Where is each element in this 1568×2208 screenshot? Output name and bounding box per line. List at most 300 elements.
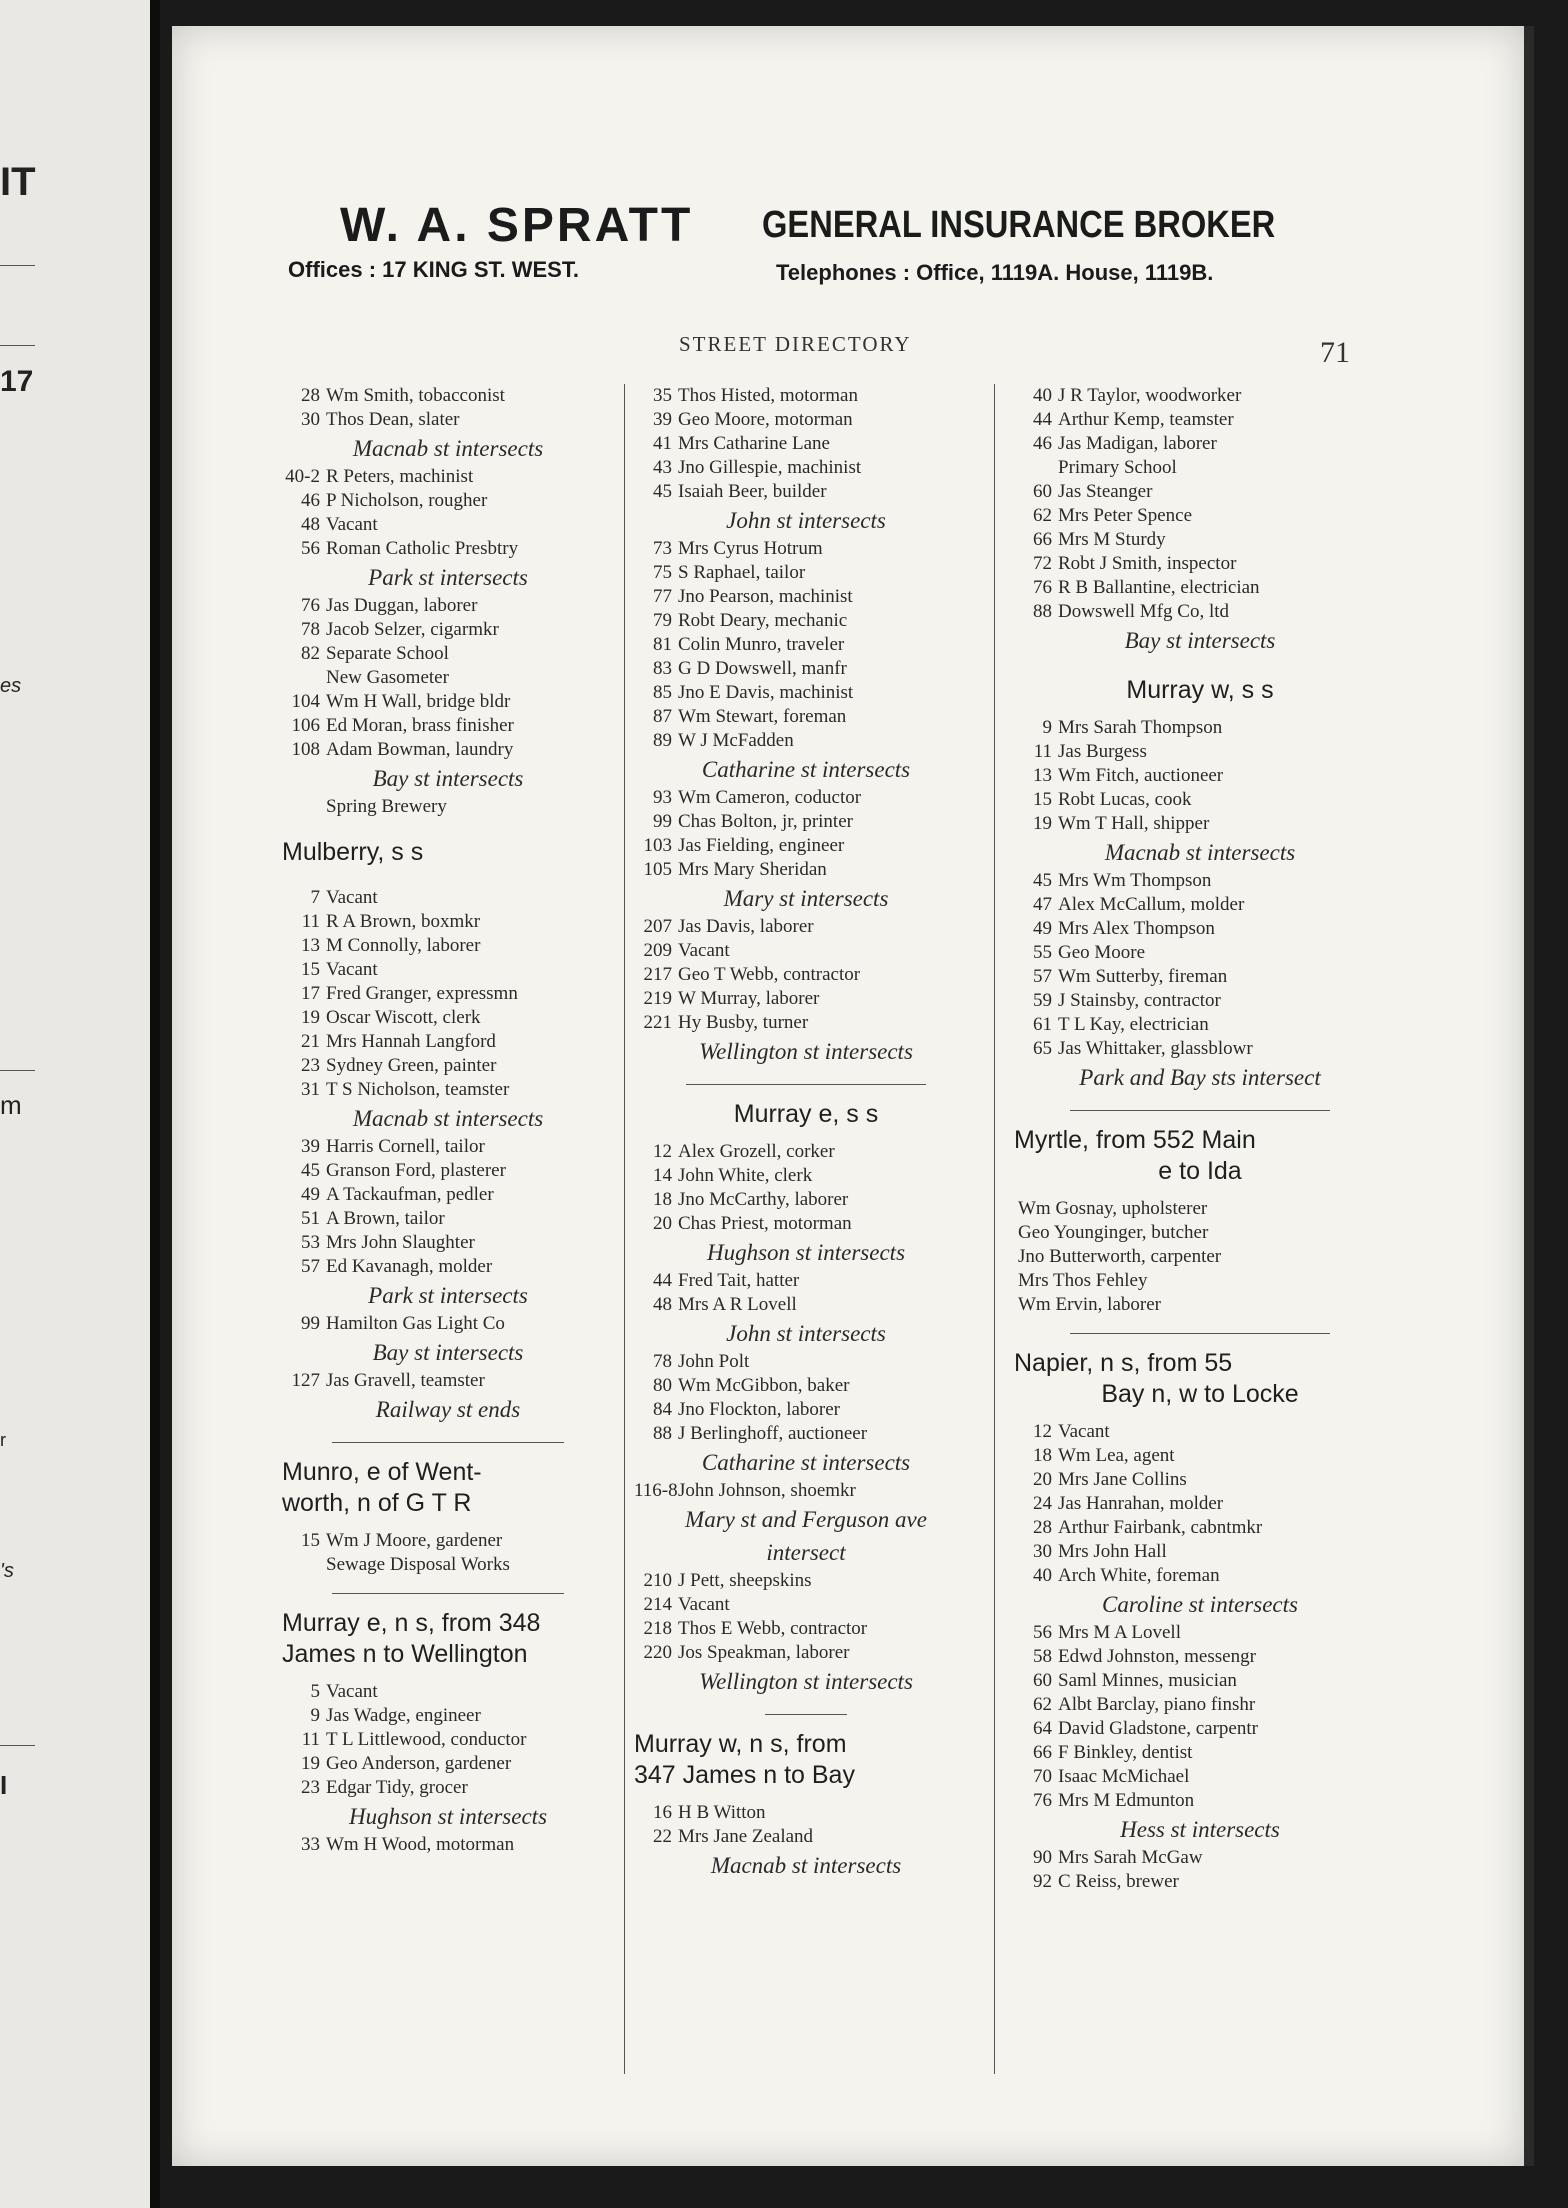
house-number: 83	[653, 658, 672, 679]
cross-street-note: Wellington st intersects	[699, 1039, 913, 1064]
directory-entry	[282, 618, 614, 642]
resident-name: Mrs Jane Zealand	[678, 1826, 814, 1847]
resident-name: Mrs Peter Spence	[1058, 505, 1193, 526]
directory-entry	[282, 513, 614, 537]
directory-entry	[634, 1188, 978, 1212]
house-number: 18	[1033, 1445, 1052, 1466]
resident-name: Mrs Catharine Lane	[678, 433, 830, 454]
spacer	[1014, 1410, 1386, 1420]
resident-name: Adam Bowman, laundry	[326, 739, 514, 760]
house-number: 17	[301, 983, 320, 1004]
house-number: 45	[1033, 870, 1052, 891]
house-number: 48	[301, 514, 320, 535]
directory-entry	[1014, 1564, 1386, 1588]
house-number: 57	[1033, 966, 1052, 987]
directory-column-1	[282, 384, 614, 1857]
directory-entry	[634, 384, 978, 408]
directory-entry	[1014, 764, 1386, 788]
directory-entry	[282, 1704, 614, 1728]
house-number: 209	[643, 940, 672, 961]
directory-entry	[282, 1312, 614, 1336]
house-number: 56	[301, 538, 320, 559]
resident-name: Mrs John Hall	[1058, 1541, 1167, 1562]
resident-name: Mrs Sarah McGaw	[1058, 1847, 1203, 1868]
resident-name: Jas Burgess	[1058, 741, 1147, 762]
directory-entry	[1014, 1013, 1386, 1037]
directory-entry	[634, 1479, 978, 1503]
directory-entry	[634, 858, 978, 882]
directory-entry	[634, 1569, 978, 1593]
house-number: 78	[301, 619, 320, 640]
cross-street-note: intersect	[766, 1540, 846, 1565]
directory-entry	[1014, 480, 1386, 504]
resident-name: W J McFadden	[678, 730, 794, 751]
resident-name: Mrs Alex Thompson	[1058, 918, 1215, 939]
adjacent-page-fragment: 's	[0, 1560, 14, 1582]
street-heading: Munro, e of Went-	[282, 1458, 482, 1486]
directory-entry	[282, 1776, 614, 1800]
directory-entry	[282, 1135, 614, 1159]
resident-name: Wm H Wood, motorman	[326, 1834, 515, 1855]
section-divider	[1070, 1333, 1330, 1334]
resident-name: Alex McCallum, molder	[1058, 894, 1245, 915]
house-number: 15	[301, 959, 320, 980]
directory-entry	[634, 1011, 978, 1035]
directory-entry	[634, 408, 978, 432]
directory-entry	[282, 384, 614, 408]
directory-column-3	[1014, 384, 1386, 1894]
resident-name: M Connolly, laborer	[326, 935, 481, 956]
advert-business: GENERAL INSURANCE BROKER	[762, 204, 1276, 246]
directory-entry	[1014, 869, 1386, 893]
house-number: 87	[653, 706, 672, 727]
directory-entry	[634, 1641, 978, 1665]
resident-name: Granson Ford, plasterer	[326, 1160, 506, 1181]
cross-street-note: Park st intersects	[368, 565, 528, 590]
house-number: 43	[653, 457, 672, 478]
resident-name: Oscar Wiscott, clerk	[326, 1007, 481, 1028]
resident-name: Wm H Wall, bridge bldr	[326, 691, 511, 712]
advert-telephones: Telephones : Office, 1119A. House, 1119B.	[776, 260, 1214, 285]
street-heading: James n to Wellington	[282, 1640, 528, 1668]
house-number: 9	[310, 1705, 320, 1726]
cross-street-note: Wellington st intersects	[699, 1669, 913, 1694]
house-number: 12	[653, 1141, 672, 1162]
resident-name: Mrs Hannah Langford	[326, 1031, 496, 1052]
directory-entry	[634, 1825, 978, 1849]
running-head: STREET DIRECTORY	[679, 332, 912, 356]
house-number: 61	[1033, 1014, 1052, 1035]
house-number: 62	[1033, 505, 1052, 526]
resident-name: J Berlinghoff, auctioneer	[678, 1423, 868, 1444]
resident-name: R A Brown, boxmkr	[326, 911, 481, 932]
spacer	[282, 1519, 614, 1529]
house-number: 65	[1033, 1038, 1052, 1059]
resident-name: Ed Moran, brass finisher	[326, 715, 514, 736]
directory-entry	[282, 489, 614, 513]
spacer	[634, 1130, 978, 1140]
resident-name: Chas Bolton, jr, printer	[678, 811, 853, 832]
directory-entry	[1014, 1492, 1386, 1516]
resident-name: Vacant	[326, 514, 378, 535]
directory-entry	[1014, 1846, 1386, 1870]
directory-entry	[282, 1833, 614, 1857]
resident-name: Jno Pearson, machinist	[678, 586, 853, 607]
spacer	[1014, 1187, 1386, 1197]
house-number: 93	[653, 787, 672, 808]
directory-entry	[634, 1269, 978, 1293]
house-number: 39	[653, 409, 672, 430]
resident-name: Mrs M A Lovell	[1058, 1622, 1181, 1643]
house-number: 41	[653, 433, 672, 454]
spacer	[282, 819, 614, 837]
house-number: 72	[1033, 553, 1052, 574]
cross-street-note: Park and Bay sts intersect	[1079, 1065, 1321, 1090]
directory-entry	[1014, 1693, 1386, 1717]
directory-entry	[282, 1752, 614, 1776]
house-number: 48	[653, 1294, 672, 1315]
directory-entry	[634, 705, 978, 729]
house-number: 40	[1033, 1565, 1052, 1586]
cross-street-note: Mary st intersects	[723, 886, 889, 911]
house-number: 56	[1033, 1622, 1052, 1643]
directory-entry	[1014, 408, 1386, 432]
street-heading: Mulberry, s s	[282, 838, 424, 866]
resident-name: S Raphael, tailor	[678, 562, 806, 583]
resident-name: Jas Steanger	[1058, 481, 1153, 502]
resident-name: Jno Flockton, laborer	[678, 1399, 841, 1420]
directory-entry	[1014, 528, 1386, 552]
directory-entry	[634, 786, 978, 810]
directory-entry	[1014, 1037, 1386, 1061]
house-number: 11	[301, 1729, 320, 1750]
spacer	[634, 1791, 978, 1801]
directory-entry	[282, 408, 614, 432]
resident-name: David Gladstone, carpentr	[1058, 1718, 1258, 1739]
resident-name: Vacant	[678, 1594, 730, 1615]
directory-entry	[1014, 600, 1386, 624]
resident-name: Jas Hanrahan, molder	[1058, 1493, 1224, 1514]
directory-entry	[634, 1293, 978, 1317]
house-number: 108	[291, 739, 320, 760]
house-number: 90	[1033, 1847, 1052, 1868]
resident-name: Fred Granger, expressmn	[326, 983, 518, 1004]
directory-entry	[634, 432, 978, 456]
house-number: 11	[301, 911, 320, 932]
house-number: 19	[301, 1007, 320, 1028]
street-heading: worth, n of G T R	[282, 1489, 472, 1517]
house-number: 81	[653, 634, 672, 655]
section-divider	[686, 1084, 927, 1085]
directory-entry	[634, 1374, 978, 1398]
directory-entry	[1014, 788, 1386, 812]
resident-name: C Reiss, brewer	[1058, 1871, 1179, 1892]
cross-street-note: Park st intersects	[368, 1283, 528, 1308]
resident-name: Fred Tait, hatter	[678, 1270, 800, 1291]
resident-name: Geo T Webb, contractor	[678, 964, 861, 985]
resident-name: Mrs A R Lovell	[678, 1294, 797, 1315]
directory-entry: Jno Butterworth, carpenter	[1018, 1246, 1222, 1267]
house-number: 59	[1033, 990, 1052, 1011]
house-number: 19	[301, 1753, 320, 1774]
cross-street-note: Hughson st intersects	[706, 1240, 906, 1265]
resident-name: Albt Barclay, piano finshr	[1058, 1694, 1256, 1715]
house-number: 13	[301, 935, 320, 956]
house-number: 76	[1033, 1790, 1052, 1811]
house-number: 79	[653, 610, 672, 631]
house-number: 21	[301, 1031, 320, 1052]
house-number: 70	[1033, 1766, 1052, 1787]
resident-name: Geo Moore	[1058, 942, 1146, 963]
resident-name: Robt J Smith, inspector	[1058, 553, 1237, 574]
section-divider	[765, 1714, 848, 1715]
house-number: 76	[1033, 577, 1052, 598]
house-number: 88	[653, 1423, 672, 1444]
house-number: 210	[643, 1570, 672, 1591]
house-number: 80	[653, 1375, 672, 1396]
directory-entry	[1014, 1420, 1386, 1444]
house-number: 20	[653, 1213, 672, 1234]
house-number: 76	[301, 595, 320, 616]
resident-name: John Polt	[678, 1351, 750, 1372]
resident-name: Mrs Jane Collins	[1058, 1469, 1187, 1490]
directory-entry	[634, 585, 978, 609]
directory-entry	[1014, 716, 1386, 740]
resident-name: Wm Smith, tobacconist	[326, 385, 505, 406]
directory-entry	[634, 963, 978, 987]
house-number: 31	[301, 1079, 320, 1100]
house-number: 75	[653, 562, 672, 583]
resident-name: Jas Gravell, teamster	[326, 1370, 485, 1391]
adjacent-page-fragment: IT	[0, 160, 36, 204]
house-number: 24	[1033, 1493, 1052, 1514]
directory-entry	[282, 1078, 614, 1102]
directory-entry	[634, 1164, 978, 1188]
house-number: 60	[1033, 1670, 1052, 1691]
resident-name: Wm Sutterby, fireman	[1058, 966, 1228, 987]
resident-name: T L Littlewood, conductor	[326, 1729, 527, 1750]
section-divider	[332, 1442, 564, 1443]
resident-name: Vacant	[678, 940, 730, 961]
resident-name: Mrs M Edmunton	[1058, 1790, 1195, 1811]
resident-name: W Murray, laborer	[678, 988, 820, 1009]
resident-name: Mrs M Sturdy	[1058, 529, 1166, 550]
house-number: 40	[1033, 385, 1052, 406]
house-number: 23	[301, 1777, 320, 1798]
resident-name: Wm Fitch, auctioneer	[1058, 765, 1224, 786]
resident-name: Mrs Cyrus Hotrum	[678, 538, 823, 559]
house-number: 78	[653, 1351, 672, 1372]
directory-entry	[1014, 917, 1386, 941]
cross-street-note: Hughson st intersects	[348, 1804, 548, 1829]
directory-entry	[282, 1728, 614, 1752]
cross-street-note: Macnab st intersects	[352, 436, 544, 461]
resident-name: Alex Grozell, corker	[678, 1141, 835, 1162]
resident-name: J Stainsby, contractor	[1058, 990, 1221, 1011]
directory-entry	[634, 561, 978, 585]
resident-name: Jas Fielding, engineer	[678, 835, 845, 856]
directory-entry	[1014, 1669, 1386, 1693]
resident-name: Jas Duggan, laborer	[326, 595, 478, 616]
resident-name: Geo Moore, motorman	[678, 409, 853, 430]
directory-entry	[282, 1529, 614, 1553]
directory-entry	[282, 910, 614, 934]
house-number: 207	[643, 916, 672, 937]
house-number: 44	[1033, 409, 1052, 430]
house-number: 7	[310, 887, 320, 908]
cross-street-note: Macnab st intersects	[352, 1106, 544, 1131]
resident-name: Mrs Mary Sheridan	[678, 859, 827, 880]
house-number: 57	[301, 1256, 320, 1277]
directory-entry	[1014, 504, 1386, 528]
directory-entry	[1014, 1444, 1386, 1468]
house-number: 77	[653, 586, 672, 607]
cross-street-note: Macnab st intersects	[710, 1853, 902, 1878]
house-number: 14	[653, 1165, 672, 1186]
resident-name: T S Nicholson, teamster	[326, 1079, 510, 1100]
resident-name: Vacant	[326, 887, 378, 908]
house-number: 15	[1033, 789, 1052, 810]
resident-name: Robt Deary, mechanic	[678, 610, 848, 631]
resident-name: Edwd Johnston, messengr	[1058, 1646, 1256, 1667]
house-number: 221	[643, 1012, 672, 1033]
resident-name: Thos Histed, motorman	[678, 385, 858, 406]
resident-name: J R Taylor, woodworker	[1058, 385, 1242, 406]
street-heading: 347 James n to Bay	[634, 1761, 855, 1789]
directory-entry	[282, 934, 614, 958]
house-number: 82	[301, 643, 320, 664]
house-number: 28	[1033, 1517, 1052, 1538]
directory-entry	[634, 456, 978, 480]
directory-entry: Wm Gosnay, upholsterer	[1018, 1198, 1208, 1219]
resident-name: Sydney Green, painter	[326, 1055, 497, 1076]
directory-entry	[1014, 432, 1386, 456]
resident-name: Jno E Davis, machinist	[678, 682, 854, 703]
resident-name: Jos Speakman, laborer	[678, 1642, 850, 1663]
directory-entry	[282, 1159, 614, 1183]
house-number: 219	[643, 988, 672, 1009]
directory-entry	[634, 1801, 978, 1825]
directory-entry	[282, 1369, 614, 1393]
directory-entry	[634, 834, 978, 858]
directory-entry: Geo Younginger, butcher	[1018, 1222, 1209, 1243]
cross-street-note: Bay st intersects	[372, 766, 524, 791]
advert-offices: Offices : 17 KING ST. WEST.	[288, 257, 579, 282]
directory-entry	[282, 1680, 614, 1704]
house-number: 99	[301, 1313, 320, 1334]
house-number: 49	[1033, 918, 1052, 939]
house-number: 55	[1033, 942, 1052, 963]
house-number: 45	[301, 1160, 320, 1181]
directory-entry	[1014, 384, 1386, 408]
house-number: 53	[301, 1232, 320, 1253]
house-number: 116-8	[634, 1480, 678, 1501]
resident-name: Separate School	[326, 643, 449, 664]
house-number: 105	[643, 859, 672, 880]
resident-name: Wm T Hall, shipper	[1058, 813, 1210, 834]
resident-name: Mrs John Slaughter	[326, 1232, 475, 1253]
street-heading: Murray e, s s	[733, 1100, 879, 1128]
cross-street-note: John st intersects	[726, 1321, 886, 1346]
adjacent-page-fragment: I	[0, 1770, 8, 1800]
resident-name: Vacant	[326, 1681, 378, 1702]
resident-name: John White, clerk	[678, 1165, 813, 1186]
resident-name: Jas Whittaker, glassblowr	[1058, 1038, 1253, 1059]
house-number: 46	[301, 490, 320, 511]
directory-entry: Primary School	[1058, 457, 1177, 478]
house-number: 11	[1033, 741, 1052, 762]
adjacent-page-strip	[0, 0, 160, 2208]
house-number: 62	[1033, 1694, 1052, 1715]
directory-entry	[634, 609, 978, 633]
directory-entry	[1014, 1540, 1386, 1564]
house-number: 127	[291, 1370, 320, 1391]
directory-entry	[634, 810, 978, 834]
house-number: 44	[653, 1270, 672, 1291]
house-number: 103	[643, 835, 672, 856]
directory-entry	[634, 1350, 978, 1374]
house-number: 84	[653, 1399, 672, 1420]
directory-entry	[634, 1617, 978, 1641]
house-number: 40-2	[285, 466, 320, 487]
directory-entry: Wm Ervin, laborer	[1018, 1294, 1161, 1315]
directory-entry: Mrs Thos Fehley	[1018, 1270, 1148, 1291]
directory-entry	[634, 633, 978, 657]
house-number: 64	[1033, 1718, 1052, 1739]
resident-name: Arch White, foreman	[1058, 1565, 1220, 1586]
resident-name: Vacant	[326, 959, 378, 980]
resident-name: John Johnson, shoemkr	[678, 1480, 856, 1501]
house-number: 5	[310, 1681, 320, 1702]
house-number: 46	[1033, 433, 1052, 454]
directory-entry	[282, 1183, 614, 1207]
resident-name: J Pett, sheepskins	[678, 1570, 812, 1591]
directory-column-2	[634, 384, 978, 1882]
house-number: 49	[301, 1184, 320, 1205]
resident-name: R B Ballantine, electrician	[1058, 577, 1260, 598]
resident-name: Saml Minnes, musician	[1058, 1670, 1237, 1691]
directory-entry	[1014, 740, 1386, 764]
directory-entry	[282, 738, 614, 762]
directory-entry: Sewage Disposal Works	[326, 1554, 510, 1575]
column-rule	[624, 384, 625, 2074]
resident-name: T L Kay, electrician	[1058, 1014, 1209, 1035]
column-rule	[994, 384, 995, 2074]
directory-entry	[282, 690, 614, 714]
directory-entry	[634, 1593, 978, 1617]
directory-entry	[1014, 1516, 1386, 1540]
directory-entry	[282, 1054, 614, 1078]
page-number: 71	[1320, 336, 1350, 369]
resident-name: Robt Lucas, cook	[1058, 789, 1192, 810]
adjacent-page-rule	[0, 1070, 35, 1071]
resident-name: Jas Wadge, engineer	[326, 1705, 481, 1726]
directory-entry	[282, 594, 614, 618]
house-number: 20	[1033, 1469, 1052, 1490]
adjacent-page-fragment: 17	[0, 365, 34, 398]
resident-name: Jas Madigan, laborer	[1058, 433, 1217, 454]
cross-street-note: Catharine st intersects	[701, 757, 911, 782]
directory-entry	[1014, 1645, 1386, 1669]
directory-entry	[1014, 1789, 1386, 1813]
directory-entry	[282, 886, 614, 910]
street-heading: Bay n, w to Locke	[1101, 1380, 1299, 1408]
cross-street-note: Bay st intersects	[372, 1340, 524, 1365]
directory-entry	[282, 1207, 614, 1231]
directory-entry	[1014, 552, 1386, 576]
house-number: 9	[1042, 717, 1052, 738]
resident-name: Hamilton Gas Light Co	[326, 1313, 505, 1334]
